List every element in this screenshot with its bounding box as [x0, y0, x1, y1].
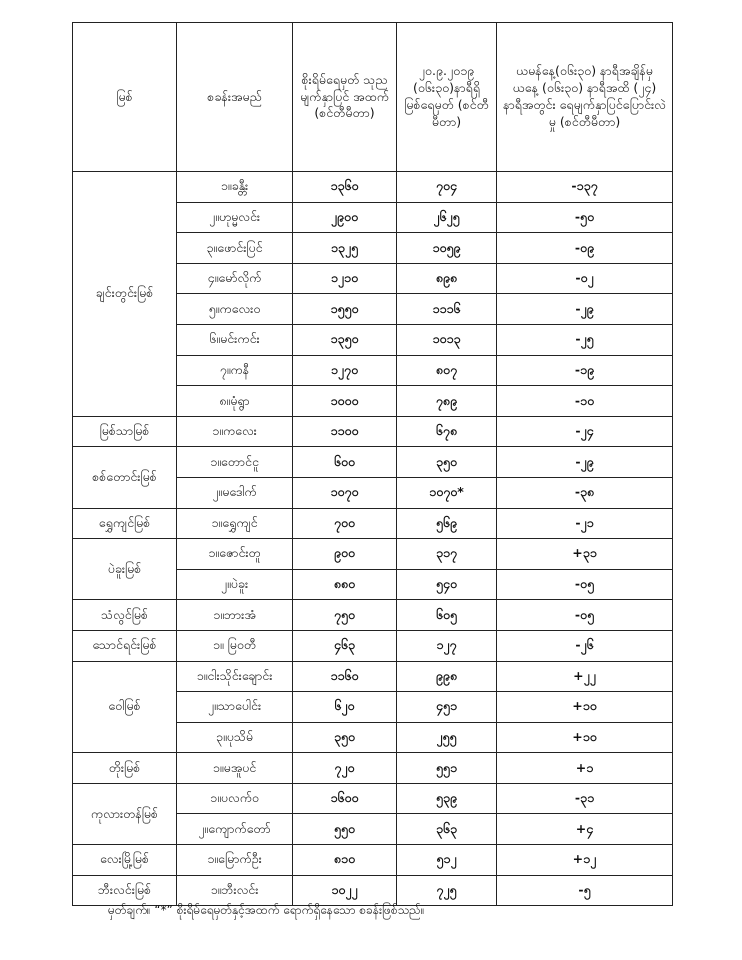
change-cell: -၃၁: [497, 783, 673, 814]
station-cell: ၇။ကနီ: [177, 355, 293, 386]
danger-level-cell: ၁၆၀၀: [293, 783, 397, 814]
current-level-cell: ၁၂၇: [397, 630, 497, 661]
river-name-cell: ဘီးလင်းမြစ်: [73, 875, 177, 906]
change-cell: +၄: [497, 814, 673, 845]
change-cell: -၂၆: [497, 630, 673, 661]
table-row: [73, 539, 673, 570]
header-station: စခန်းအမည်: [177, 23, 293, 172]
change-cell: +၁၀: [497, 692, 673, 723]
current-level-cell: ၈၀၇: [397, 355, 497, 386]
station-cell: ၂။ပဲခူး: [177, 569, 293, 600]
river-name-cell: စစ်တောင်းမြစ်: [73, 447, 177, 508]
station-cell: ၂။မဒေါက်: [177, 477, 293, 508]
change-cell: +၃၁: [497, 539, 673, 570]
change-cell: -၀၂: [497, 263, 673, 294]
station-cell: ၂။ဟုမ္မလင်း: [177, 202, 293, 233]
station-cell: ၁။ပလက်ဝ: [177, 783, 293, 814]
station-cell: ၄။မော်လိုက်: [177, 263, 293, 294]
header-danger-level: စိုးရိမ်ရေမှတ် သုည မျက်နှာပြင် အထက် (စင်တီမီတာ): [293, 23, 397, 172]
station-cell: ၁။ငါးသိုင်းချောင်း: [177, 661, 293, 692]
table-row: [73, 416, 673, 447]
current-level-cell: ၇၀၄: [397, 172, 497, 203]
change-cell: -၅: [497, 875, 673, 906]
current-level-cell: ၅၁၂: [397, 845, 497, 876]
current-level-cell: ၁၁၁၆: [397, 294, 497, 325]
river-level-table: [72, 22, 673, 906]
header-row: [73, 23, 673, 172]
station-cell: ၅။ကလေးဝ: [177, 294, 293, 325]
danger-level-cell: ၈၈၀: [293, 569, 397, 600]
danger-level-cell: ၁၀၀၀: [293, 386, 397, 417]
current-level-cell: ၆၀၅: [397, 600, 497, 631]
danger-level-cell: ၁၃၂၅: [293, 233, 397, 264]
table-row: [73, 783, 673, 814]
current-level-cell: ၃၆၃: [397, 814, 497, 845]
change-cell: +၁၀: [497, 722, 673, 753]
danger-level-cell: ၄၆၃: [293, 630, 397, 661]
danger-level-cell: ၇၀၀: [293, 508, 397, 539]
station-cell: ၆။မင်းကင်း: [177, 324, 293, 355]
river-name-cell: တိုးမြစ်: [73, 753, 177, 784]
change-cell: -၂၉: [497, 447, 673, 478]
station-cell: ၁။ခန္တီး: [177, 172, 293, 203]
danger-level-cell: ၃၅၀: [293, 722, 397, 753]
danger-level-cell: ၉၀၀: [293, 539, 397, 570]
station-cell: ၁။တောင်ငူ: [177, 447, 293, 478]
table-row: [73, 661, 673, 692]
current-level-cell: ၇၂၅: [397, 875, 497, 906]
current-level-cell: ၉၉၈: [397, 661, 497, 692]
river-name-cell: ကုလားတန်မြစ်: [73, 783, 177, 844]
river-name-cell: သံလွင်မြစ်: [73, 600, 177, 631]
change-cell: -၂၉: [497, 294, 673, 325]
change-cell: -၂၅: [497, 324, 673, 355]
change-cell: -၁၉: [497, 355, 673, 386]
change-cell: -၁၃၇: [497, 172, 673, 203]
current-level-cell: ၅၃၉: [397, 783, 497, 814]
station-cell: ၁။ဘီးလင်း: [177, 875, 293, 906]
station-cell: ၂။ကျောက်တော်: [177, 814, 293, 845]
current-level-cell: ၄၅၁: [397, 692, 497, 723]
river-name-cell: လေးမြို့မြစ်: [73, 845, 177, 876]
current-level-cell: ၃၅၀: [397, 447, 497, 478]
danger-level-cell: ၁၃၅၀: [293, 324, 397, 355]
change-cell: -၀၅: [497, 600, 673, 631]
table-row: [73, 630, 673, 661]
current-level-cell: ၁၀၅၉: [397, 233, 497, 264]
station-cell: ၈။မုံရွာ: [177, 386, 293, 417]
danger-level-cell: ၁၁၆၀: [293, 661, 397, 692]
current-level-cell: ၅၆၉: [397, 508, 497, 539]
river-name-cell: ရွှေကျင်မြစ်: [73, 508, 177, 539]
danger-level-cell: ၁၂၇၀: [293, 355, 397, 386]
station-cell: ၃။ပုသိမ်: [177, 722, 293, 753]
station-cell: ၂။သာပေါင်း: [177, 692, 293, 723]
station-cell: ၁။မအူပင်: [177, 753, 293, 784]
change-cell: -၀၅: [497, 569, 673, 600]
current-level-cell: ၈၉၈: [397, 263, 497, 294]
table-row: [73, 508, 673, 539]
station-cell: ၁။မြောက်ဦး: [177, 845, 293, 876]
current-level-cell: ၁၀၇၀*: [397, 477, 497, 508]
change-cell: -၅၀: [497, 202, 673, 233]
danger-level-cell: ၁၁၀၀: [293, 416, 397, 447]
change-cell: -၁၀: [497, 386, 673, 417]
footnote: မှတ်ချက်။ “*” စိုးရိမ်ရေမှတ်နှင့်အထက် ရောက်ရှိနေသော စခန်းဖြစ်သည်။: [108, 903, 425, 917]
danger-level-cell: ၈၁၀: [293, 845, 397, 876]
station-cell: ၁။ မြဝတီ: [177, 630, 293, 661]
current-level-cell: ၂၅၅: [397, 722, 497, 753]
current-level-cell: ၇၈၉: [397, 386, 497, 417]
danger-level-cell: ၁၂၁၀: [293, 263, 397, 294]
table-body: [73, 172, 673, 906]
danger-level-cell: ၆၀၀: [293, 447, 397, 478]
danger-level-cell: ၁၃၆၀: [293, 172, 397, 203]
header-river: မြစ်: [73, 23, 177, 172]
change-cell: +၁: [497, 753, 673, 784]
danger-level-cell: ၁၀၂၂: [293, 875, 397, 906]
change-cell: -၂၁: [497, 508, 673, 539]
change-cell: -၂၄: [497, 416, 673, 447]
table-row: [73, 845, 673, 876]
river-name-cell: ချင်းတွင်းမြစ်: [73, 172, 177, 417]
current-level-cell: ၅၅၁: [397, 753, 497, 784]
station-cell: ၁။ကလေး: [177, 416, 293, 447]
header-change: ယမန်နေ့(၀၆း၃၀) နာရီအချိန်မှ ယနေ့ (၀၆း၃၀) နာရီအထိ (၂၄) နာရီအတွင်း ရေမျက်နှာပြင်ပြောင်းလဲမှု (စင်တီမီတာ): [497, 23, 673, 172]
river-name-cell: သောင်ရင်းမြစ်: [73, 630, 177, 661]
table-row: [73, 600, 673, 631]
station-cell: ၁။ဇောင်းတူ: [177, 539, 293, 570]
river-name-cell: ပဲခူးမြစ်: [73, 539, 177, 600]
current-level-cell: ၂၆၂၅: [397, 202, 497, 233]
current-level-cell: ၃၁၇: [397, 539, 497, 570]
current-level-cell: ၅၄၀: [397, 569, 497, 600]
danger-level-cell: ၇၅၀: [293, 600, 397, 631]
danger-level-cell: ၂၉၀၀: [293, 202, 397, 233]
danger-level-cell: ၁၀၇၀: [293, 477, 397, 508]
river-name-cell: မြစ်သာမြစ်: [73, 416, 177, 447]
header-current-level: ၂၀.၉.၂၀၁၉ (၀၆း၃၀)နာရီရှိ မြစ်ရေမှတ် (စင်တီမီတာ): [397, 23, 497, 172]
table-row: [73, 172, 673, 203]
table-row: [73, 753, 673, 784]
change-cell: -၃၈: [497, 477, 673, 508]
change-cell: +၁၂: [497, 845, 673, 876]
station-cell: ၁။ဘားအံ: [177, 600, 293, 631]
station-cell: ၃။ဖောင်းပြင်: [177, 233, 293, 264]
danger-level-cell: ၆၂၀: [293, 692, 397, 723]
danger-level-cell: ၁၅၅၀: [293, 294, 397, 325]
change-cell: +၂၂: [497, 661, 673, 692]
change-cell: -၀၉: [497, 233, 673, 264]
station-cell: ၁။ရွှေကျင်: [177, 508, 293, 539]
table-row: [73, 447, 673, 478]
current-level-cell: ၆၇၈: [397, 416, 497, 447]
current-level-cell: ၁၀၁၃: [397, 324, 497, 355]
danger-level-cell: ၅၅၀: [293, 814, 397, 845]
danger-level-cell: ၇၂၀: [293, 753, 397, 784]
river-name-cell: ဝေါမြစ်: [73, 661, 177, 753]
